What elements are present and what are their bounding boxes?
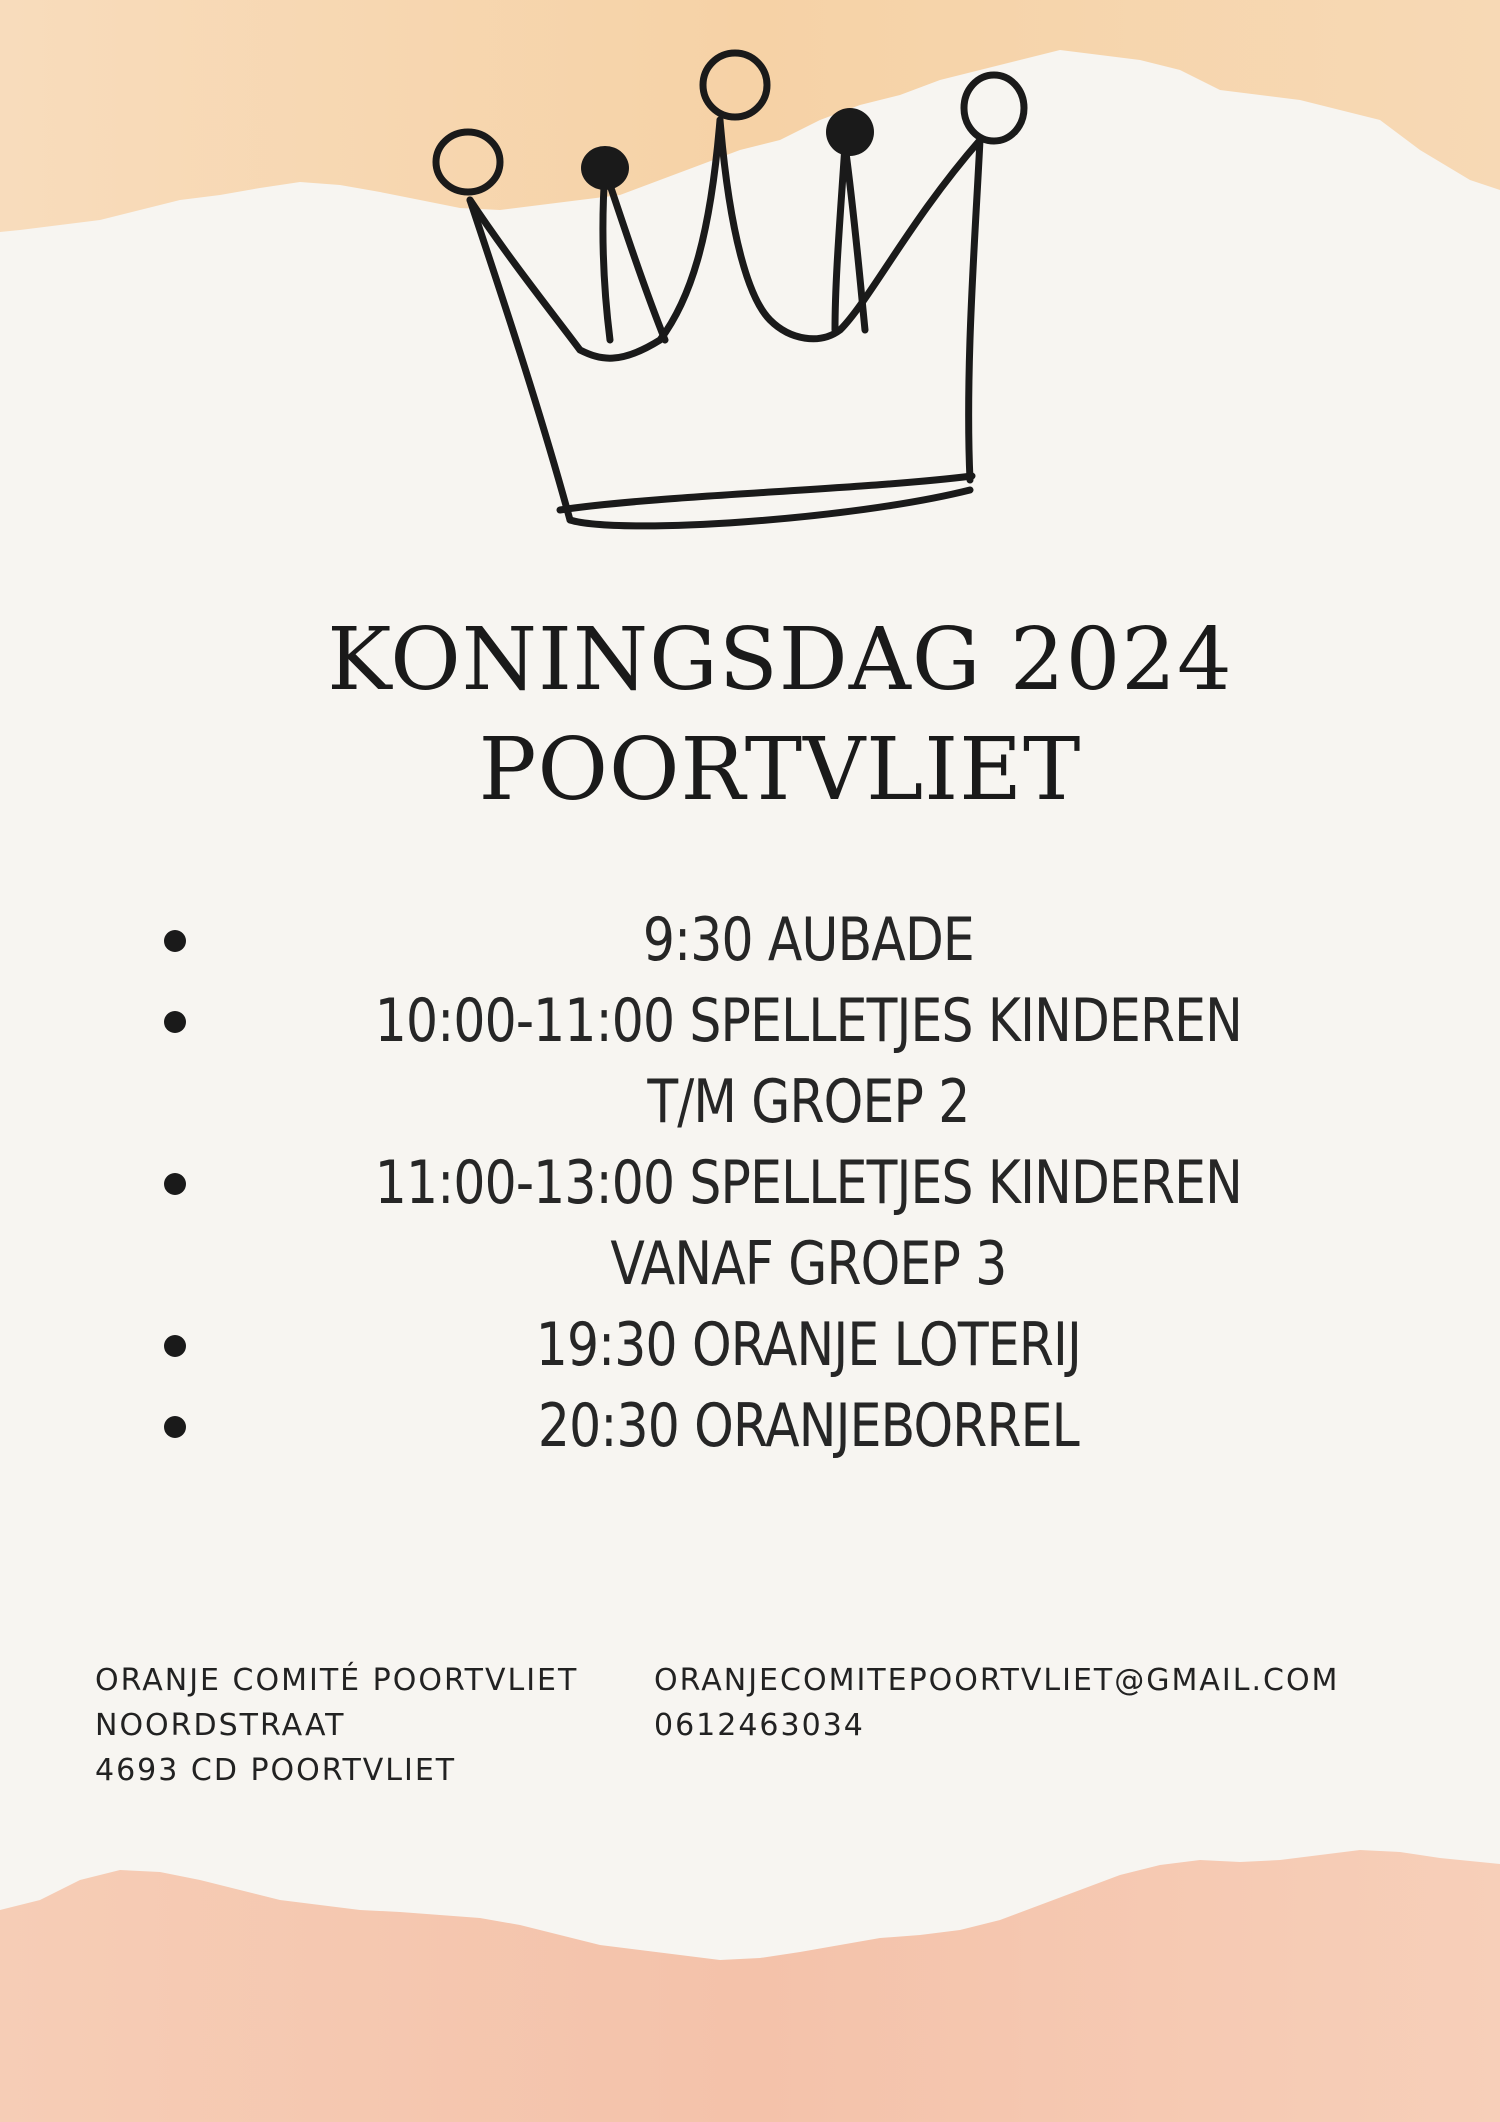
program-item	[160, 900, 1440, 981]
email-address[interactable]: ORANJECOMITEPOORTVLIET@GMAIL.COM	[654, 1663, 1340, 1698]
program-item-text: 20:30 ORANJEBORREL	[537, 1391, 1079, 1461]
contact-address	[95, 1658, 578, 1793]
program-item-text: 9:30 AUBADE	[642, 905, 974, 975]
bullet-icon	[164, 1011, 186, 1033]
title-line-2: POORTVLIET	[478, 720, 1082, 820]
phone-number[interactable]: 0612463034	[654, 1708, 865, 1743]
street-address: NOORDSTRAAT	[95, 1708, 346, 1743]
contact-details	[654, 1658, 1339, 1748]
bullet-icon	[164, 1335, 186, 1357]
title-line-1: KONINGSDAG 2024	[327, 610, 1233, 710]
postal-city: 4693 CD POORTVLIET	[95, 1753, 457, 1788]
program-item-text: 10:00-11:00 SPELLETJES KINDEREN T/M GROEP 2	[374, 986, 1243, 1137]
crown-illustration	[420, 40, 1040, 560]
bullet-icon	[164, 930, 186, 952]
program-item	[160, 1386, 1440, 1467]
program-list	[160, 900, 1440, 1467]
program-item	[160, 1143, 1440, 1305]
bullet-icon	[164, 1173, 186, 1195]
bullet-icon	[164, 1416, 186, 1438]
program-item	[160, 1305, 1440, 1386]
program-item	[160, 981, 1440, 1143]
organization-name: ORANJE COMITÉ POORTVLIET	[95, 1663, 579, 1698]
program-item-text: 11:00-13:00 SPELLETJES KINDEREN VANAF GROEP 3	[374, 1148, 1243, 1299]
program-item-text: 19:30 ORANJE LOTERIJ	[535, 1310, 1082, 1380]
